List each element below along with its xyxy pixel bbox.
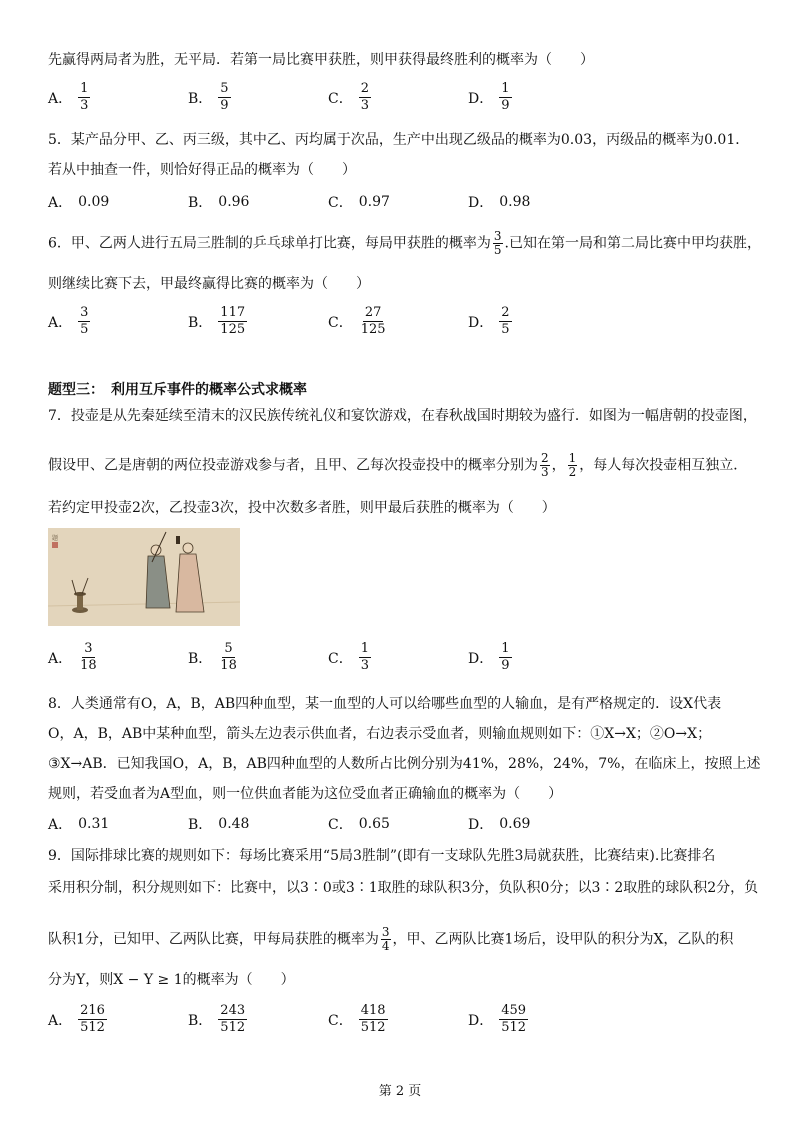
option-label: C． bbox=[328, 817, 353, 833]
fraction-numerator: 2 bbox=[541, 451, 549, 465]
q5-option-a[interactable] bbox=[48, 192, 109, 212]
fraction-numerator: 459 bbox=[501, 1003, 527, 1018]
q7-stem-line-1: 7．投壶是从先秦延续至清末的汉民族传统礼仪和宴饮游戏，在春秋战国时期较为盛行．如图为一幅唐朝的投壶图， bbox=[48, 408, 757, 424]
fraction-numerator: 1 bbox=[360, 641, 369, 656]
option-fraction bbox=[499, 306, 511, 337]
fraction-numerator: 1 bbox=[501, 81, 510, 96]
option-fraction bbox=[218, 306, 247, 337]
fraction-numerator: 418 bbox=[360, 1003, 386, 1018]
fraction-numerator: 243 bbox=[220, 1003, 246, 1018]
option-fraction bbox=[359, 1004, 388, 1035]
option-label: B． bbox=[188, 650, 213, 667]
q5-option-c[interactable] bbox=[328, 192, 390, 212]
fraction-denominator: 5 bbox=[80, 322, 89, 337]
q5-stem-line-2: 若从中抽查一件，则恰好得正品的概率为（ ） bbox=[48, 162, 356, 178]
q5-option-b[interactable] bbox=[188, 192, 249, 212]
option-fraction bbox=[499, 1004, 528, 1035]
q8-option-c[interactable] bbox=[328, 814, 390, 834]
q4-option-c[interactable] bbox=[328, 82, 371, 113]
option-fraction bbox=[218, 82, 230, 113]
option-fraction bbox=[218, 1004, 247, 1035]
q6-stem-line-1 bbox=[48, 230, 761, 257]
option-fraction bbox=[78, 642, 99, 673]
q7-option-d[interactable] bbox=[468, 642, 512, 673]
option-label: A． bbox=[48, 817, 73, 833]
fraction-denominator: 512 bbox=[80, 1020, 105, 1035]
q7-option-a[interactable] bbox=[48, 642, 99, 673]
option-label: C． bbox=[328, 195, 353, 211]
q8-option-b[interactable] bbox=[188, 814, 249, 834]
option-label: C． bbox=[328, 314, 353, 331]
q4-stem-line: 先赢得两局者为胜，无平局．若第一局比赛甲获胜，则甲获得最终胜利的概率为（ ） bbox=[48, 52, 594, 68]
fraction-numerator: 5 bbox=[220, 81, 229, 96]
option-value: 0.98 bbox=[499, 194, 531, 210]
option-fraction bbox=[359, 642, 371, 673]
q7-text-cont: ，每人每次投壶相互独立． bbox=[579, 457, 748, 474]
fraction-denominator: 9 bbox=[220, 98, 229, 113]
fraction-numerator: 2 bbox=[501, 305, 510, 320]
option-label: A． bbox=[48, 90, 73, 107]
q8-stem-line-3: ③X→AB．已知我国O，A，B，AB四种血型的人数所占比例分别为41%，28%，24%，7%，在临床上，按照上述 bbox=[48, 756, 761, 772]
fraction-numerator: 1 bbox=[80, 81, 89, 96]
section-heading: 题型三： 利用互斥事件的概率公式求概率 bbox=[48, 382, 307, 398]
option-fraction bbox=[78, 1004, 107, 1035]
q9-inline-fraction bbox=[381, 926, 391, 953]
q9-stem-line-2: 采用积分制，积分规则如下：比赛中，以3∶0或3∶1取胜的球队积3分，负队积0分；以3∶2取胜的球队积2分，负 bbox=[48, 880, 759, 896]
fraction-denominator: 512 bbox=[501, 1020, 527, 1035]
fraction-numerator: 3 bbox=[84, 641, 93, 656]
q7-option-b[interactable] bbox=[188, 642, 239, 673]
q4-option-b[interactable] bbox=[188, 82, 231, 113]
option-fraction bbox=[499, 642, 511, 673]
fraction-numerator: 117 bbox=[220, 305, 246, 320]
fraction-denominator: 2 bbox=[568, 465, 577, 479]
q6-option-b[interactable] bbox=[188, 306, 247, 337]
fraction-numerator: 1 bbox=[568, 451, 577, 465]
option-label: B． bbox=[188, 195, 213, 211]
q9-option-a[interactable] bbox=[48, 1004, 107, 1035]
fraction-numerator: 3 bbox=[80, 305, 89, 320]
fraction-denominator: 9 bbox=[501, 98, 510, 113]
q9-stem-line-1: 9．国际排球比赛的规则如下：每场比赛采用“5局3胜制”(即有一支球队先胜3局就获胜，比赛结束).比赛排名 bbox=[48, 848, 716, 864]
q7-inline-fraction-1 bbox=[540, 452, 550, 479]
q9-text: 队积1分，已知甲、乙两队比赛，甲每局获胜的概率为 bbox=[48, 931, 379, 948]
fraction-denominator: 9 bbox=[501, 658, 510, 673]
q8-option-d[interactable] bbox=[468, 814, 530, 834]
option-fraction bbox=[78, 306, 90, 337]
q9-option-d[interactable] bbox=[468, 1004, 528, 1035]
option-label: D． bbox=[468, 314, 494, 331]
option-fraction bbox=[359, 306, 388, 337]
option-label: C． bbox=[328, 650, 353, 667]
option-fraction bbox=[78, 82, 90, 113]
q6-text: 6．甲、乙两人进行五局三胜制的乒乓球单打比赛，每局甲获胜的概率为 bbox=[48, 235, 491, 252]
fraction-denominator: 4 bbox=[381, 939, 390, 953]
option-value: 0.48 bbox=[218, 816, 250, 832]
option-label: D． bbox=[468, 1012, 494, 1029]
q9-stem-line-4: 分为Y，则X − Y ≥ 1的概率为（ ） bbox=[48, 972, 295, 988]
q9-option-c[interactable] bbox=[328, 1004, 388, 1035]
fraction-numerator: 27 bbox=[364, 305, 382, 320]
q9-option-b[interactable] bbox=[188, 1004, 247, 1035]
option-fraction bbox=[359, 82, 371, 113]
fraction-denominator: 5 bbox=[501, 322, 510, 337]
fraction-denominator: 3 bbox=[80, 98, 89, 113]
option-value: 0.69 bbox=[499, 816, 531, 832]
option-label: C． bbox=[328, 1012, 353, 1029]
fraction-numerator: 5 bbox=[224, 641, 233, 656]
option-fraction bbox=[499, 82, 511, 113]
q6-option-a[interactable] bbox=[48, 306, 90, 337]
q6-stem-line-2: 则继续比赛下去，甲最终赢得比赛的概率为（ ） bbox=[48, 276, 370, 292]
fraction-denominator: 18 bbox=[220, 658, 237, 673]
q7-stem-line-3: 若约定甲投壶2次，乙投壶3次，投中次数多者胜，则甲最后获胜的概率为（ ） bbox=[48, 500, 556, 516]
fraction-denominator: 3 bbox=[360, 658, 369, 673]
q6-text-cont: .已知在第一局和第二局比赛中甲均获胜， bbox=[504, 235, 761, 252]
option-value: 0.96 bbox=[218, 194, 250, 210]
fraction-denominator: 125 bbox=[360, 322, 386, 337]
fraction-denominator: 512 bbox=[220, 1020, 246, 1035]
fraction-denominator: 5 bbox=[493, 243, 502, 257]
q9-text-cont: ，甲、乙两队比赛1场后，设甲队的积分为X，乙队的积 bbox=[392, 931, 734, 948]
option-fraction bbox=[218, 642, 239, 673]
touhu-painting-image bbox=[48, 528, 240, 626]
option-label: D． bbox=[468, 90, 494, 107]
fraction-numerator: 2 bbox=[360, 81, 369, 96]
q8-stem-line-1: 8．人类通常有O，A，B，AB四种血型，某一血型的人可以给哪些血型的人输血，是有严格规定的．设X代表 bbox=[48, 696, 722, 712]
fraction-numerator: 3 bbox=[381, 925, 390, 939]
q8-stem-line-4: 规则，若受血者为A型血，则一位供血者能为这位受血者正确输血的概率为（ ） bbox=[48, 786, 563, 802]
option-value: 0.31 bbox=[78, 816, 110, 832]
q7-stem-line-2 bbox=[48, 452, 747, 479]
option-label: A． bbox=[48, 314, 73, 331]
option-label: B． bbox=[188, 314, 213, 331]
fraction-numerator: 1 bbox=[501, 641, 510, 656]
option-label: B． bbox=[188, 1012, 213, 1029]
page-number: 第 2 页 bbox=[378, 1084, 422, 1099]
fraction-numerator: 216 bbox=[80, 1003, 105, 1018]
q7-text: 假设甲、乙是唐朝的两位投壶游戏参与者，且甲、乙每次投壶投中的概率分别为 bbox=[48, 457, 538, 474]
option-label: A． bbox=[48, 1012, 73, 1029]
q9-stem-line-3 bbox=[48, 926, 733, 953]
option-label: B． bbox=[188, 817, 213, 833]
option-label: D． bbox=[468, 195, 494, 211]
option-value: 0.65 bbox=[358, 816, 390, 832]
option-value: 0.09 bbox=[78, 194, 110, 210]
fraction-denominator: 18 bbox=[80, 658, 97, 673]
option-label: A． bbox=[48, 650, 73, 667]
fraction-denominator: 125 bbox=[220, 322, 246, 337]
fraction-denominator: 512 bbox=[360, 1020, 386, 1035]
q7-option-c[interactable] bbox=[328, 642, 371, 673]
option-label: C． bbox=[328, 90, 353, 107]
fraction-numerator: 3 bbox=[493, 229, 502, 243]
q5-option-d[interactable] bbox=[468, 192, 530, 212]
q6-option-c[interactable] bbox=[328, 306, 388, 337]
q8-option-a[interactable] bbox=[48, 814, 109, 834]
svg-text:题: 题 bbox=[52, 535, 59, 542]
option-label: B． bbox=[188, 90, 213, 107]
q5-stem-line-1: 5．某产品分甲、乙、丙三级，其中乙、丙均属于次品，生产中出现乙级品的概率为0.03，丙级品的概率为0.01． bbox=[48, 132, 750, 148]
q4-option-d[interactable] bbox=[468, 82, 512, 113]
option-label: D． bbox=[468, 817, 494, 833]
q6-option-d[interactable] bbox=[468, 306, 512, 337]
q7-separator: ， bbox=[551, 457, 566, 474]
fraction-denominator: 3 bbox=[541, 465, 549, 479]
option-label: A． bbox=[48, 195, 73, 211]
q4-option-a[interactable] bbox=[48, 82, 90, 113]
q7-inline-fraction-2 bbox=[568, 452, 578, 479]
option-label: D． bbox=[468, 650, 494, 667]
q6-inline-fraction bbox=[493, 230, 503, 257]
fraction-denominator: 3 bbox=[360, 98, 369, 113]
q8-stem-line-2: O，A，B，AB中某种血型，箭头左边表示供血者，右边表示受血者，则输血规则如下：①X→X；②O→X； bbox=[48, 726, 712, 742]
option-value: 0.97 bbox=[358, 194, 390, 210]
